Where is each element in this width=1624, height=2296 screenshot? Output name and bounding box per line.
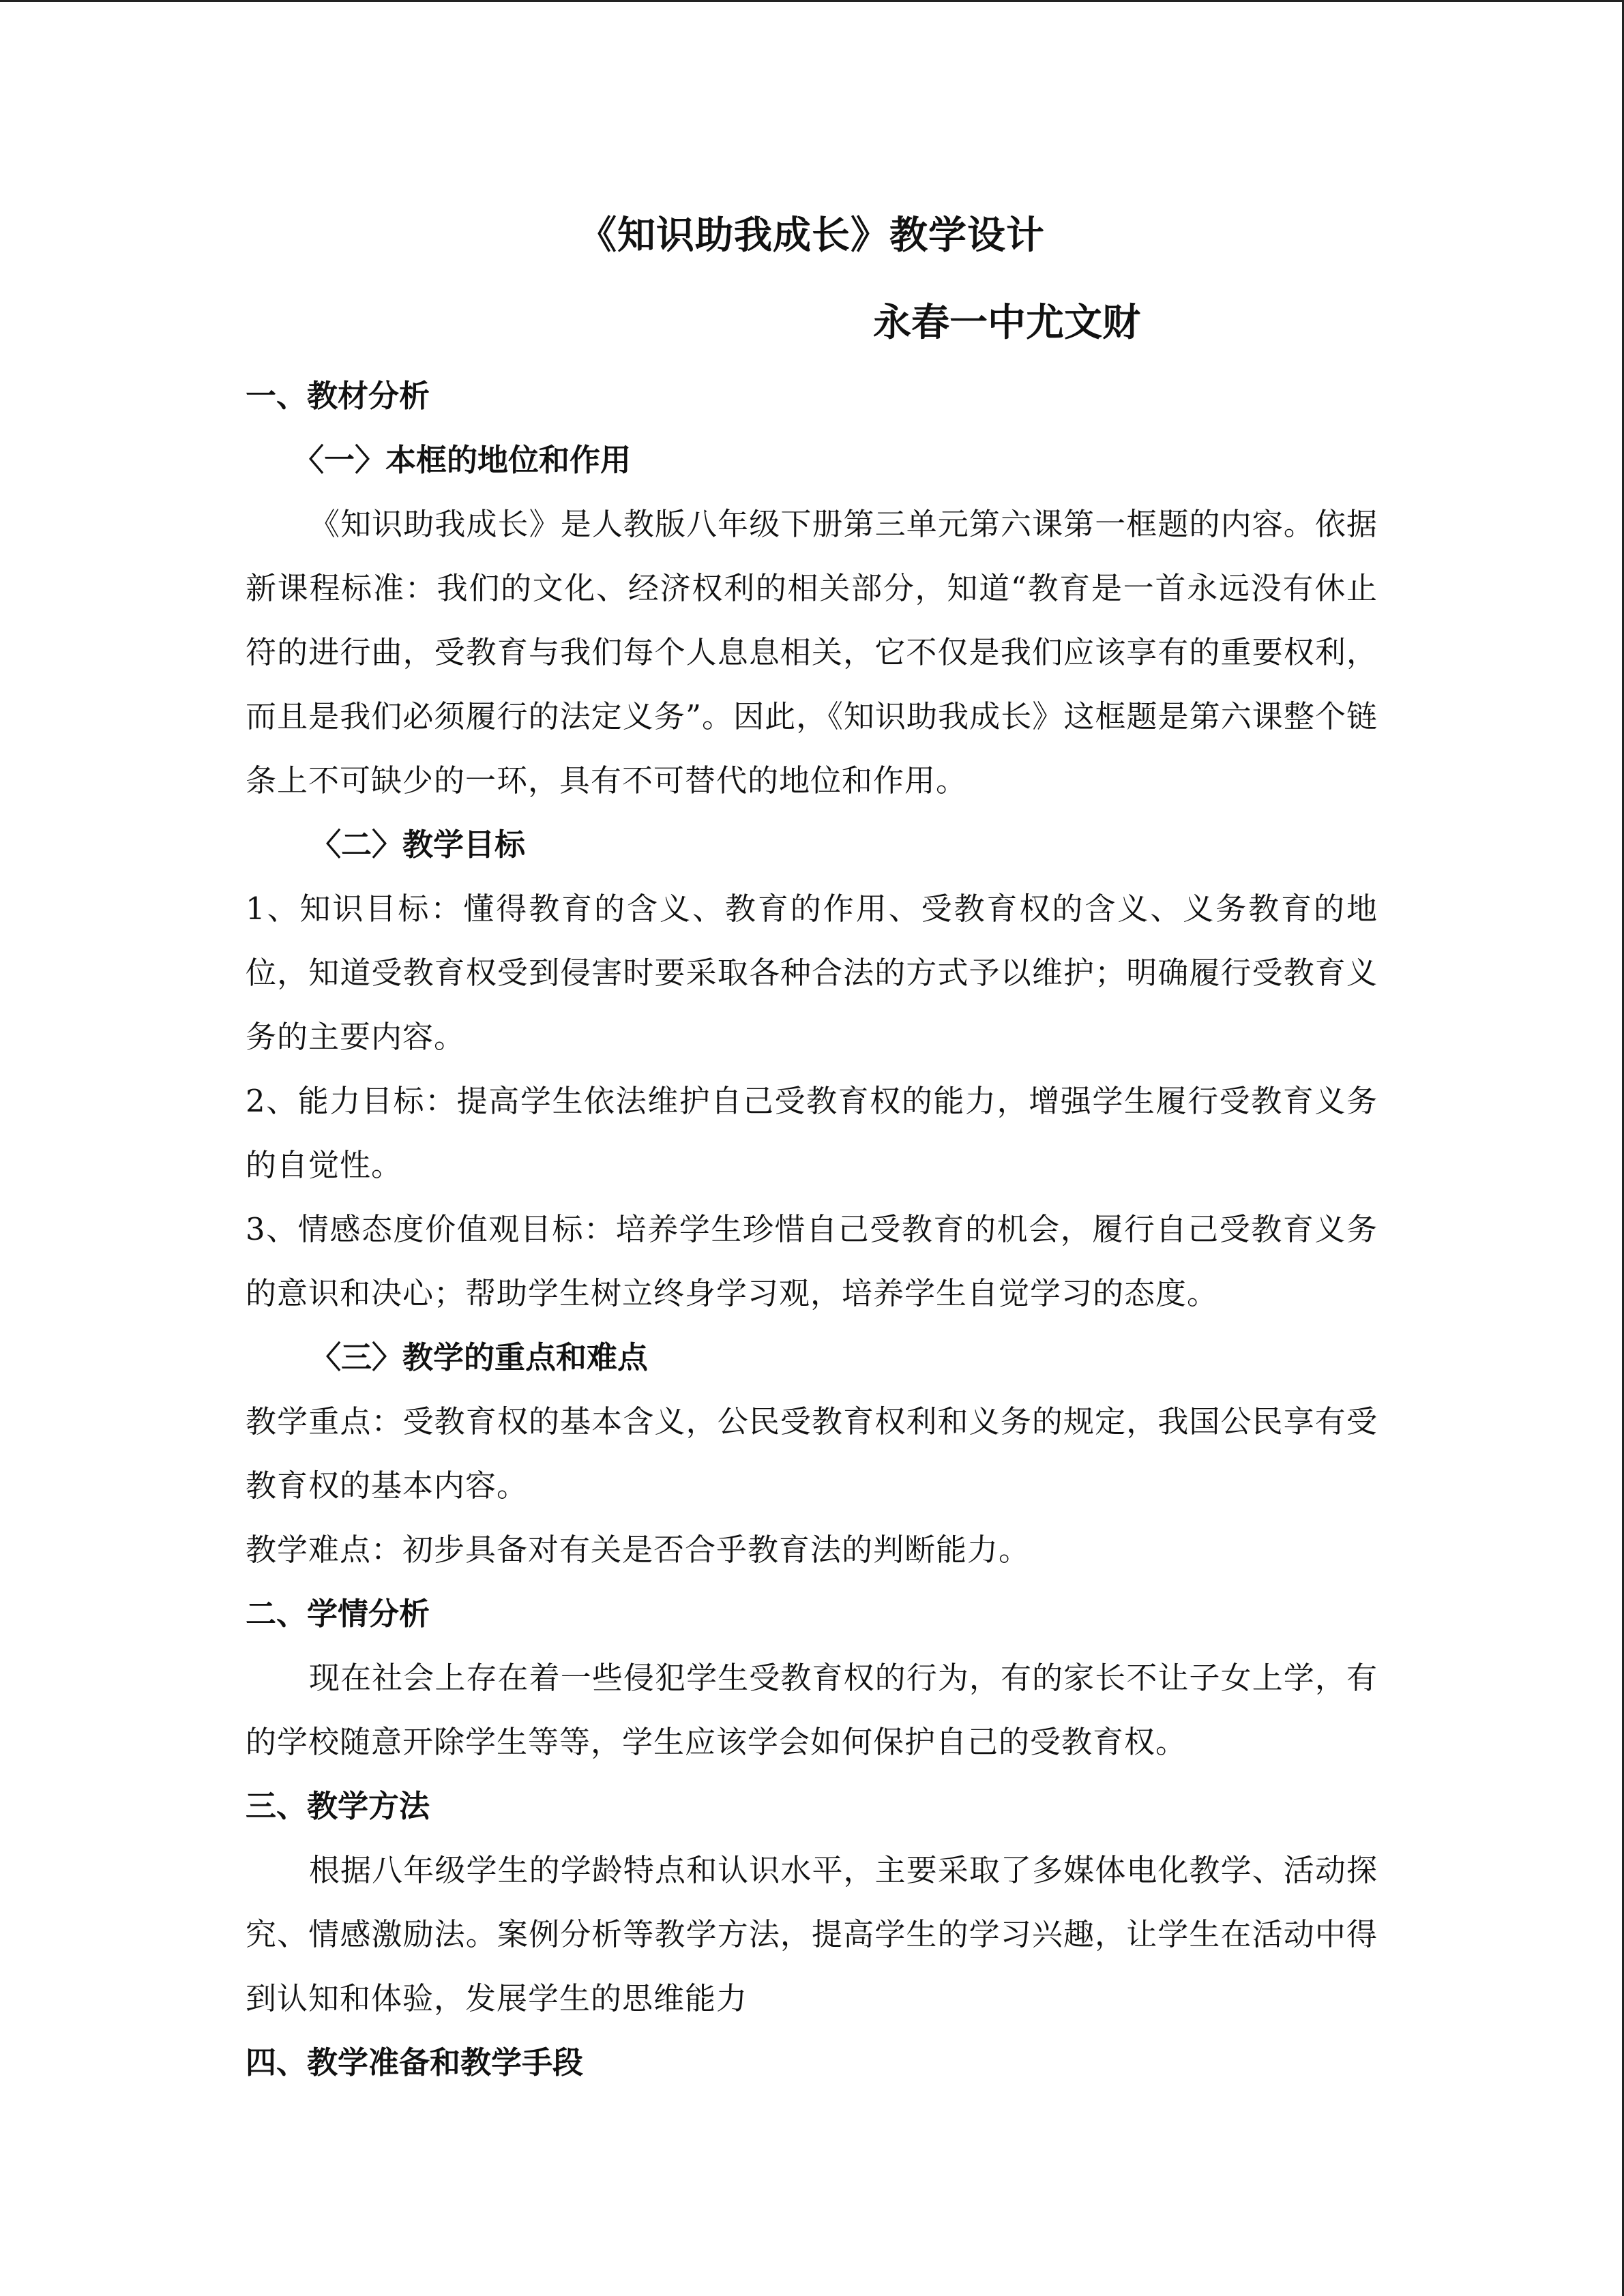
teaching-difficulties: 教学难点：初步具备对有关是否合乎教育法的判断能力。 [246, 1532, 1031, 1568]
section-heading-teaching-methods: 三、教学方法 [246, 1788, 430, 1824]
document-body [246, 205, 1378, 2095]
goal-ability: 2、能力目标：提高学生依法维护自己受教育权的能力，增强学生履行受教育义务的自觉性。 [246, 1083, 1378, 1183]
paragraph-teaching-methods: 根据八年级学生的学龄特点和认识水平，主要采取了多媒体电化教学、活动探究、情感激励法。案例分析等教学方法，提高学生的学习兴趣，让学生在活动中得到认知和体验，发展学生的思维能力 [246, 1852, 1378, 2016]
document-author: 永春一中尤文财 [873, 301, 1140, 345]
teaching-key-points: 教学重点：受教育权的基本含义，公民受教育权利和义务的规定，我国公民享有受教育权的基本内容。 [246, 1403, 1378, 1504]
section-heading-preparation: 四、教学准备和教学手段 [246, 2044, 584, 2081]
section-heading-materials: 一、教材分析 [246, 378, 430, 414]
paragraph-student-analysis: 现在社会上存在着一些侵犯学生受教育权的行为，有的家长不让子女上学，有的学校随意开除学生等等，学生应该学会如何保护自己的受教育权。 [246, 1660, 1378, 1760]
subheading-key-difficult: 〈三〉教学的重点和难点 [310, 1339, 649, 1375]
section-heading-student-analysis: 二、学情分析 [246, 1596, 430, 1632]
paragraph-position-role: 《知识助我成长》是人教版八年级下册第三单元第六课第一框题的内容。依据新课程标准：我们的文化、经济权利的相关部分，知道“教育是一首永远没有休止符的进行曲，受教育与我们每个人息息相关，它不仅是我们应该享有的重要权利，而且是我们必须履行的法定义务”。因此，《知识助我成长》这框题是第六课整个链条上不可缺少的一环，具有不可替代的地位和作用。 [246, 506, 1378, 799]
subheading-position-role: 〈一〉本框的地位和作用 [293, 442, 632, 478]
document-title: 《知识助我成长》教学设计 [578, 213, 1045, 258]
goal-attitude: 3、情感态度价值观目标：培养学生珍惜自己受教育的机会，履行自己受教育义务的意识和决心；帮助学生树立终身学习观，培养学生自觉学习的态度。 [246, 1211, 1378, 1311]
goal-knowledge: 1、知识目标：懂得教育的含义、教育的作用、受教育权的含义、义务教育的地位，知道受教育权受到侵害时要采取各种合法的方式予以维护；明确履行受教育义务的主要内容。 [246, 891, 1378, 1055]
subheading-teaching-goals: 〈二〉教学目标 [310, 826, 526, 863]
